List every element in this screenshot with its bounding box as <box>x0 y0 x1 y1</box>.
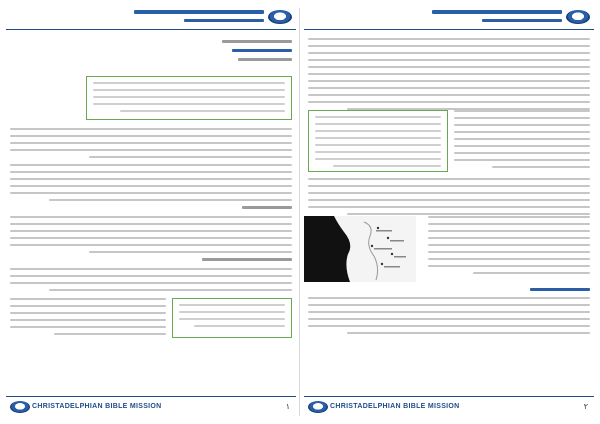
paragraph <box>308 38 590 115</box>
paragraph <box>10 216 292 258</box>
page-left <box>6 6 296 418</box>
page-right <box>304 6 594 418</box>
footer-brand: CHRISTADELPHIAN BIBLE MISSION <box>32 403 162 410</box>
page-divider <box>299 8 300 416</box>
page-footer <box>6 396 296 418</box>
paragraph <box>10 298 166 340</box>
header-title-bar <box>134 10 264 14</box>
mission-logo-icon <box>566 10 590 24</box>
heading-block <box>156 40 292 67</box>
subheading <box>156 206 292 215</box>
paragraph <box>428 216 590 279</box>
page-number: ۲ <box>583 402 588 411</box>
header-subtitle-bar <box>184 19 264 22</box>
paragraph <box>308 178 590 220</box>
quote-box <box>172 298 292 338</box>
page-body <box>6 36 296 390</box>
page-header <box>304 6 594 30</box>
paragraph <box>10 268 292 296</box>
quote-box <box>308 110 448 172</box>
page-body <box>304 36 594 390</box>
header-title-bar <box>432 10 562 14</box>
paragraph <box>10 164 292 206</box>
subheading <box>156 258 292 267</box>
footer-brand: CHRISTADELPHIAN BIBLE MISSION <box>330 403 460 410</box>
mission-logo-icon <box>268 10 292 24</box>
map-image <box>304 216 416 282</box>
page-header <box>6 6 296 30</box>
quote-box <box>86 76 292 120</box>
page-number: ۱ <box>285 402 290 411</box>
mission-logo-icon <box>10 401 30 413</box>
header-subtitle-bar <box>482 19 562 22</box>
paragraph <box>308 288 590 339</box>
page-footer <box>304 396 594 418</box>
paragraph <box>10 128 292 163</box>
paragraph <box>454 110 590 173</box>
mission-logo-icon <box>308 401 328 413</box>
